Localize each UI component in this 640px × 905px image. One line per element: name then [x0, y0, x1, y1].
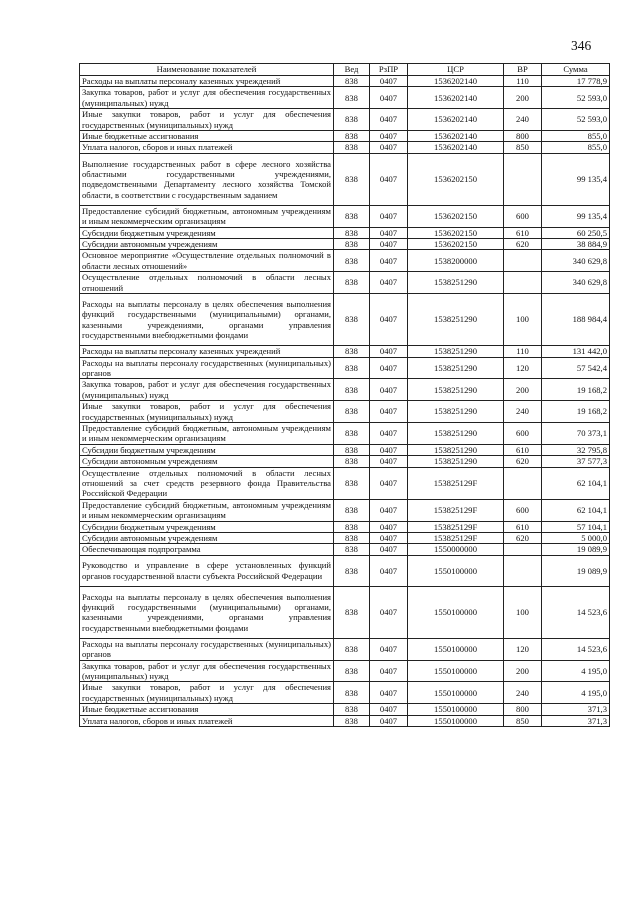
- row-vr: 600: [504, 205, 542, 227]
- row-csr: 1536202150: [408, 239, 504, 250]
- row-sum: 340 629,8: [542, 250, 610, 272]
- row-ved: 838: [334, 467, 370, 499]
- row-ved: 838: [334, 227, 370, 238]
- row-vr: [504, 153, 542, 205]
- row-rzpr: 0407: [370, 533, 408, 544]
- row-csr: 1536202140: [408, 142, 504, 153]
- row-csr: 1538251290: [408, 444, 504, 455]
- row-sum: 57 104,1: [542, 521, 610, 532]
- row-rzpr: 0407: [370, 638, 408, 660]
- row-csr: 1550100000: [408, 555, 504, 586]
- row-csr: 1538251290: [408, 379, 504, 401]
- row-name: Иные бюджетные ассигнования: [80, 131, 334, 142]
- row-ved: 838: [334, 444, 370, 455]
- table-row: [80, 379, 610, 401]
- row-vr: 200: [504, 379, 542, 401]
- row-vr: 620: [504, 533, 542, 544]
- row-ved: 838: [334, 239, 370, 250]
- row-vr: 240: [504, 109, 542, 131]
- row-ved: 838: [334, 555, 370, 586]
- table-row: [80, 109, 610, 131]
- row-ved: 838: [334, 76, 370, 87]
- row-name: Субсидии автономным учреждениям: [80, 239, 334, 250]
- row-vr: 620: [504, 456, 542, 467]
- row-ved: 838: [334, 660, 370, 682]
- table-row: [80, 638, 610, 660]
- table-row: [80, 227, 610, 238]
- row-vr: 200: [504, 660, 542, 682]
- row-sum: 62 104,1: [542, 499, 610, 521]
- row-name: Уплата налогов, сборов и иных платежей: [80, 715, 334, 726]
- row-name: Осуществление отдельных полномочий в области лесных отношений за счет средств резервного фонда Правительства Российской Федерации: [80, 467, 334, 499]
- row-name: Руководство и управление в сфере установленных функций органов государственной власти субъекта Российской Федерации: [80, 555, 334, 586]
- row-vr: 110: [504, 346, 542, 357]
- row-sum: 5 000,0: [542, 533, 610, 544]
- row-rzpr: 0407: [370, 239, 408, 250]
- row-ved: 838: [334, 638, 370, 660]
- table-row: [80, 422, 610, 444]
- row-rzpr: 0407: [370, 499, 408, 521]
- row-name: Закупка товаров, работ и услуг для обеспечения государственных (муниципальных) нужд: [80, 379, 334, 401]
- row-ved: 838: [334, 346, 370, 357]
- row-csr: 1538251290: [408, 456, 504, 467]
- budget-table: [79, 63, 610, 727]
- row-vr: 600: [504, 499, 542, 521]
- row-name: Предоставление субсидий бюджетным, автономным учреждениям и иным некоммерческим организациям: [80, 205, 334, 227]
- row-rzpr: 0407: [370, 294, 408, 346]
- row-sum: 17 778,9: [542, 76, 610, 87]
- header-rzpr: РзПР: [370, 64, 408, 76]
- row-sum: 4 195,0: [542, 682, 610, 704]
- row-ved: 838: [334, 544, 370, 555]
- row-ved: 838: [334, 401, 370, 423]
- table-row: [80, 544, 610, 555]
- row-name: Предоставление субсидий бюджетным, автономным учреждениям и иным некоммерческим организациям: [80, 499, 334, 521]
- table-row: [80, 533, 610, 544]
- row-rzpr: 0407: [370, 142, 408, 153]
- row-vr: 850: [504, 142, 542, 153]
- row-rzpr: 0407: [370, 715, 408, 726]
- row-ved: 838: [334, 715, 370, 726]
- row-vr: 620: [504, 239, 542, 250]
- row-sum: 19 089,9: [542, 555, 610, 586]
- row-name: Субсидии бюджетным учреждениям: [80, 444, 334, 455]
- row-csr: 153825129F: [408, 521, 504, 532]
- table-row: [80, 250, 610, 272]
- row-sum: 70 373,1: [542, 422, 610, 444]
- row-csr: 1550100000: [408, 682, 504, 704]
- row-sum: 37 577,3: [542, 456, 610, 467]
- row-csr: 1550100000: [408, 704, 504, 715]
- row-sum: 371,3: [542, 704, 610, 715]
- row-sum: 14 523,6: [542, 586, 610, 638]
- row-sum: 99 135,4: [542, 205, 610, 227]
- table-row: [80, 555, 610, 586]
- row-vr: 240: [504, 682, 542, 704]
- table-header-row: [80, 64, 610, 76]
- row-name: Иные закупки товаров, работ и услуг для обеспечения государственных (муниципальных) нужд: [80, 401, 334, 423]
- row-csr: 1550100000: [408, 638, 504, 660]
- row-csr: 1536202150: [408, 227, 504, 238]
- row-name: Осуществление отдельных полномочий в области лесных отношений: [80, 272, 334, 294]
- row-rzpr: 0407: [370, 456, 408, 467]
- row-vr: 610: [504, 444, 542, 455]
- row-vr: 600: [504, 422, 542, 444]
- row-rzpr: 0407: [370, 401, 408, 423]
- table-row: [80, 239, 610, 250]
- row-ved: 838: [334, 499, 370, 521]
- row-sum: 99 135,4: [542, 153, 610, 205]
- row-vr: 200: [504, 87, 542, 109]
- row-ved: 838: [334, 586, 370, 638]
- row-sum: 131 442,0: [542, 346, 610, 357]
- row-ved: 838: [334, 250, 370, 272]
- row-rzpr: 0407: [370, 379, 408, 401]
- row-csr: 153825129F: [408, 467, 504, 499]
- row-csr: 1550100000: [408, 586, 504, 638]
- row-rzpr: 0407: [370, 272, 408, 294]
- row-ved: 838: [334, 456, 370, 467]
- row-csr: 1538200000: [408, 250, 504, 272]
- row-sum: 60 250,5: [542, 227, 610, 238]
- row-ved: 838: [334, 682, 370, 704]
- row-sum: 188 984,4: [542, 294, 610, 346]
- row-name: Закупка товаров, работ и услуг для обеспечения государственных (муниципальных) нужд: [80, 660, 334, 682]
- row-sum: 52 593,0: [542, 87, 610, 109]
- row-csr: 1538251290: [408, 357, 504, 379]
- table-row: [80, 521, 610, 532]
- row-vr: [504, 272, 542, 294]
- row-rzpr: 0407: [370, 205, 408, 227]
- row-vr: [504, 544, 542, 555]
- row-vr: [504, 467, 542, 499]
- row-ved: 838: [334, 422, 370, 444]
- row-rzpr: 0407: [370, 586, 408, 638]
- row-sum: 38 884,9: [542, 239, 610, 250]
- table-row: [80, 272, 610, 294]
- row-name: Иные закупки товаров, работ и услуг для обеспечения государственных (муниципальных) нужд: [80, 109, 334, 131]
- row-name: Субсидии бюджетным учреждениям: [80, 227, 334, 238]
- row-sum: 19 168,2: [542, 379, 610, 401]
- row-csr: 1536202150: [408, 205, 504, 227]
- row-name: Расходы на выплаты персоналу в целях обеспечения выполнения функций государственными (муниципальными) органами, казенными учреждениями, органами управления государственными внебюджетными фондами: [80, 294, 334, 346]
- row-rzpr: 0407: [370, 544, 408, 555]
- row-name: Предоставление субсидий бюджетным, автономным учреждениям и иным некоммерческим организациям: [80, 422, 334, 444]
- row-vr: 100: [504, 586, 542, 638]
- row-csr: 1536202140: [408, 76, 504, 87]
- row-vr: [504, 555, 542, 586]
- row-sum: 855,0: [542, 131, 610, 142]
- row-rzpr: 0407: [370, 704, 408, 715]
- row-ved: 838: [334, 205, 370, 227]
- table-body: [80, 76, 610, 727]
- header-csr: ЦСР: [408, 64, 504, 76]
- row-rzpr: 0407: [370, 422, 408, 444]
- row-vr: 240: [504, 401, 542, 423]
- table-row: [80, 142, 610, 153]
- row-name: Расходы на выплаты персоналу государственных (муниципальных) органов: [80, 357, 334, 379]
- table-row: [80, 294, 610, 346]
- row-sum: 52 593,0: [542, 109, 610, 131]
- row-csr: 1538251290: [408, 294, 504, 346]
- table-row: [80, 131, 610, 142]
- header-sum: Сумма: [542, 64, 610, 76]
- row-ved: 838: [334, 272, 370, 294]
- row-csr: 1538251290: [408, 272, 504, 294]
- row-name: Расходы на выплаты персоналу казенных учреждений: [80, 76, 334, 87]
- row-ved: 838: [334, 87, 370, 109]
- row-ved: 838: [334, 142, 370, 153]
- row-csr: 1538251290: [408, 422, 504, 444]
- row-rzpr: 0407: [370, 467, 408, 499]
- row-csr: 1550100000: [408, 715, 504, 726]
- row-rzpr: 0407: [370, 87, 408, 109]
- row-csr: 1536202140: [408, 131, 504, 142]
- row-rzpr: 0407: [370, 555, 408, 586]
- header-ved: Вед: [334, 64, 370, 76]
- row-csr: 153825129F: [408, 499, 504, 521]
- row-csr: 1550100000: [408, 660, 504, 682]
- row-csr: 1536202140: [408, 109, 504, 131]
- row-ved: 838: [334, 153, 370, 205]
- row-sum: 19 089,9: [542, 544, 610, 555]
- table-row: [80, 205, 610, 227]
- row-name: Выполнение государственных работ в сфере лесного хозяйства областными государственными учреждениями, подведомственными Департаменту лесного хозяйства Томской области, в соответствии с государственным заданием: [80, 153, 334, 205]
- row-rzpr: 0407: [370, 250, 408, 272]
- row-ved: 838: [334, 131, 370, 142]
- row-vr: 610: [504, 521, 542, 532]
- row-sum: 19 168,2: [542, 401, 610, 423]
- table-row: [80, 715, 610, 726]
- row-name: Субсидии автономным учреждениям: [80, 533, 334, 544]
- row-rzpr: 0407: [370, 660, 408, 682]
- table-row: [80, 660, 610, 682]
- row-vr: 100: [504, 294, 542, 346]
- table-row: [80, 444, 610, 455]
- row-vr: 110: [504, 76, 542, 87]
- row-ved: 838: [334, 521, 370, 532]
- table-row: [80, 682, 610, 704]
- row-ved: 838: [334, 704, 370, 715]
- row-sum: 57 542,4: [542, 357, 610, 379]
- row-name: Обеспечивающая подпрограмма: [80, 544, 334, 555]
- row-name: Основное мероприятие «Осуществление отдельных полномочий в области лесных отношений»: [80, 250, 334, 272]
- row-vr: 800: [504, 704, 542, 715]
- row-rzpr: 0407: [370, 521, 408, 532]
- row-ved: 838: [334, 109, 370, 131]
- row-rzpr: 0407: [370, 76, 408, 87]
- row-name: Иные закупки товаров, работ и услуг для обеспечения государственных (муниципальных) нужд: [80, 682, 334, 704]
- table-row: [80, 357, 610, 379]
- table-row: [80, 499, 610, 521]
- row-sum: 4 195,0: [542, 660, 610, 682]
- row-sum: 855,0: [542, 142, 610, 153]
- row-sum: 371,3: [542, 715, 610, 726]
- table-row: [80, 153, 610, 205]
- row-rzpr: 0407: [370, 346, 408, 357]
- row-ved: 838: [334, 294, 370, 346]
- row-vr: 610: [504, 227, 542, 238]
- row-rzpr: 0407: [370, 682, 408, 704]
- row-name: Субсидии бюджетным учреждениям: [80, 521, 334, 532]
- row-csr: 1536202140: [408, 87, 504, 109]
- page-number: 346: [571, 38, 592, 53]
- row-rzpr: 0407: [370, 109, 408, 131]
- table-row: [80, 76, 610, 87]
- row-name: Расходы на выплаты персоналу государственных (муниципальных) органов: [80, 638, 334, 660]
- row-rzpr: 0407: [370, 357, 408, 379]
- row-csr: 1550000000: [408, 544, 504, 555]
- row-name: Расходы на выплаты персоналу в целях обеспечения выполнения функций государственными (муниципальными) органами, казенными учреждениями, органами управления государственными внебюджетными фондами: [80, 586, 334, 638]
- row-sum: 62 104,1: [542, 467, 610, 499]
- row-vr: 120: [504, 357, 542, 379]
- row-name: Субсидии автономным учреждениям: [80, 456, 334, 467]
- row-name: Расходы на выплаты персоналу казенных учреждений: [80, 346, 334, 357]
- row-name: Закупка товаров, работ и услуг для обеспечения государственных (муниципальных) нужд: [80, 87, 334, 109]
- row-csr: 1536202150: [408, 153, 504, 205]
- row-rzpr: 0407: [370, 131, 408, 142]
- row-sum: 14 523,6: [542, 638, 610, 660]
- row-csr: 1538251290: [408, 401, 504, 423]
- row-ved: 838: [334, 379, 370, 401]
- header-name: Наименование показателей: [80, 64, 334, 76]
- row-vr: 850: [504, 715, 542, 726]
- table-row: [80, 704, 610, 715]
- row-rzpr: 0407: [370, 444, 408, 455]
- table-row: [80, 401, 610, 423]
- row-csr: 1538251290: [408, 346, 504, 357]
- row-vr: 800: [504, 131, 542, 142]
- row-rzpr: 0407: [370, 153, 408, 205]
- row-name: Уплата налогов, сборов и иных платежей: [80, 142, 334, 153]
- table-row: [80, 456, 610, 467]
- row-rzpr: 0407: [370, 227, 408, 238]
- row-sum: 340 629,8: [542, 272, 610, 294]
- row-vr: 120: [504, 638, 542, 660]
- row-ved: 838: [334, 533, 370, 544]
- row-name: Иные бюджетные ассигнования: [80, 704, 334, 715]
- row-sum: 32 795,8: [542, 444, 610, 455]
- table-row: [80, 586, 610, 638]
- table-row: [80, 87, 610, 109]
- row-vr: [504, 250, 542, 272]
- table-row: [80, 346, 610, 357]
- table-row: [80, 467, 610, 499]
- row-csr: 153825129F: [408, 533, 504, 544]
- row-ved: 838: [334, 357, 370, 379]
- header-vr: ВР: [504, 64, 542, 76]
